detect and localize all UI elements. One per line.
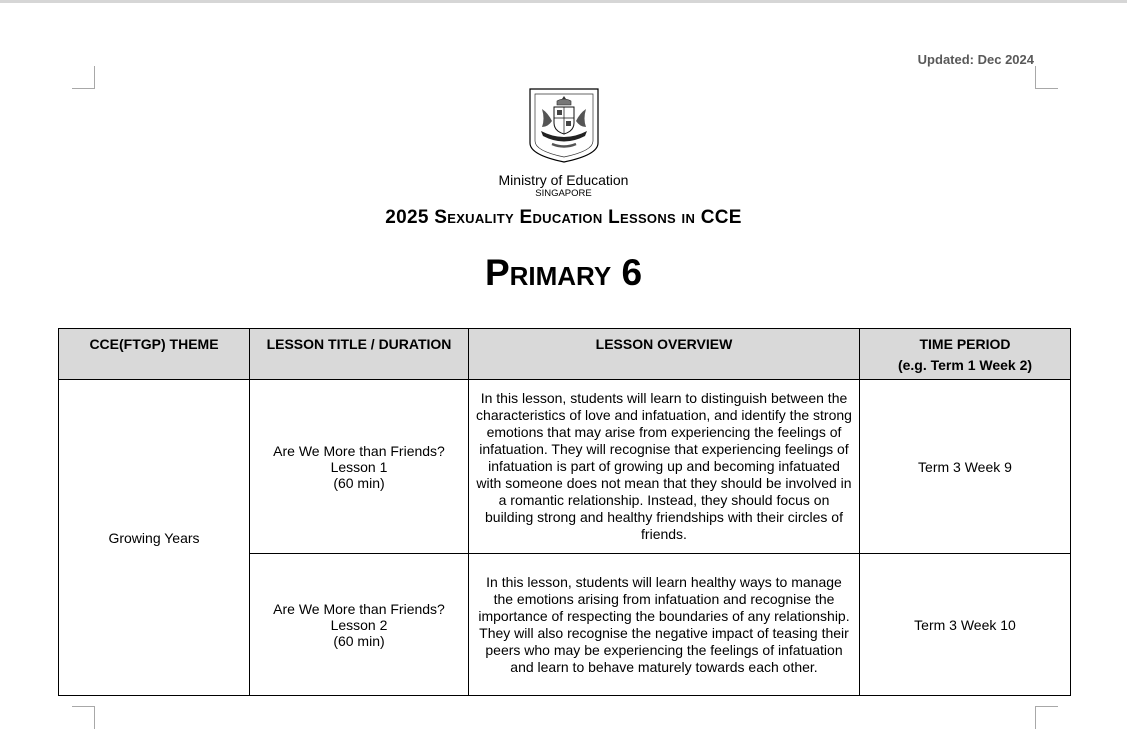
header-theme: CCE(FTGP) THEME xyxy=(59,329,250,380)
document-title: 2025 Sexuality Education Lessons in CCE xyxy=(385,207,742,228)
lesson-number: Lesson 1 xyxy=(330,458,388,475)
crop-mark-top-left xyxy=(72,66,95,89)
header-lesson-overview: LESSON OVERVIEW xyxy=(469,329,860,380)
crop-mark-bottom-left xyxy=(72,706,95,729)
page-top-border xyxy=(0,0,1127,3)
crop-mark-bottom-right xyxy=(1035,706,1058,729)
header-time-period-example: (e.g. Term 1 Week 2) xyxy=(897,357,1033,373)
header-time-period xyxy=(860,329,1071,380)
lesson-number: Lesson 2 xyxy=(330,616,388,633)
lesson-title-cell xyxy=(250,554,469,696)
ministry-country: SINGAPORE xyxy=(535,188,592,199)
table-header-row xyxy=(59,329,1071,380)
table-row xyxy=(59,380,1071,554)
crop-mark-top-right xyxy=(1035,66,1058,89)
header-lesson-title: LESSON TITLE / DURATION xyxy=(250,329,469,380)
time-period-cell: Term 3 Week 10 xyxy=(860,554,1071,696)
lesson-title: Are We More than Friends? xyxy=(273,600,445,617)
lesson-overview-cell: In this lesson, students will learn healthy ways to manage the emotions arising from infatuation and recognise the importance of respecting the boundaries of any relationship. They will also recognise the negative impact of teasing their peers who may be experiencing the feelings of infatuation and learn to behave maturely towards each other. xyxy=(469,554,860,696)
level-title: Primary 6 xyxy=(484,252,643,293)
theme-cell: Growing Years xyxy=(59,380,250,696)
ministry-crest-logo xyxy=(528,87,600,163)
lesson-duration: (60 min) xyxy=(333,632,385,649)
lesson-overview-cell: In this lesson, students will learn to distinguish between the characteristics of love and infatuation, and identify the strong emotions that may arise from experiencing the feelings of infatuation. They will recognise that experiencing feelings of infatuation is part of growing up and becoming infatuated with someone does not mean that they should be involved in a romantic relationship. Instead, they should focus on building strong and healthy friendships with their circles of friends. xyxy=(469,380,860,554)
lesson-duration: (60 min) xyxy=(333,474,385,491)
header-time-period-label: TIME PERIOD xyxy=(919,336,1011,352)
lesson-title-cell xyxy=(250,380,469,554)
updated-date: Updated: Dec 2024 xyxy=(917,52,1034,67)
lesson-table xyxy=(58,328,1071,696)
lesson-title: Are We More than Friends? xyxy=(273,442,445,459)
time-period-cell: Term 3 Week 9 xyxy=(860,380,1071,554)
ministry-name: Ministry of Education xyxy=(498,172,629,188)
